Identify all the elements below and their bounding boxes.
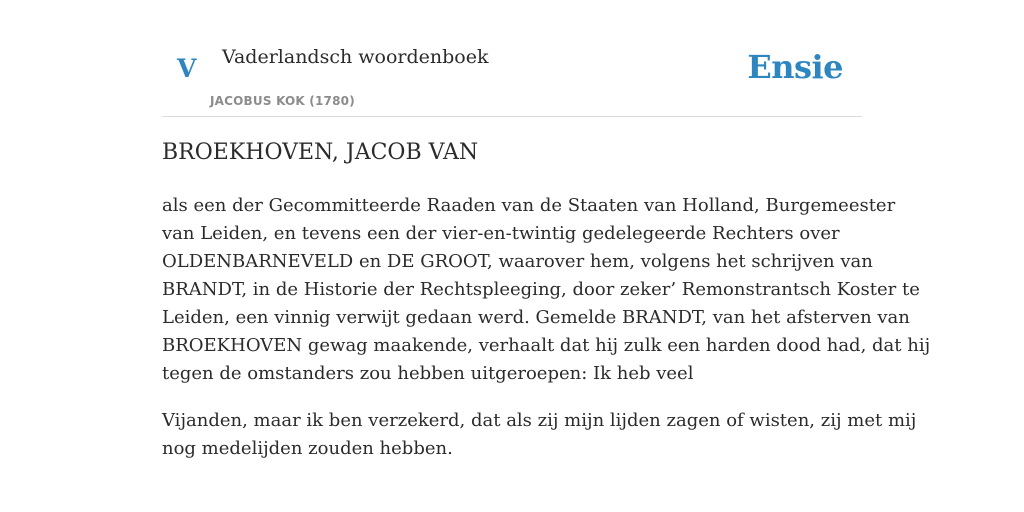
text-line: Leiden, een vinnig verwijt gedaan werd. Gemelde BRANDT, van het afsterven van bbox=[162, 307, 910, 328]
text-line: als een der Gecommitteerde Raaden van de Staaten van Holland, Burgemeester bbox=[162, 195, 896, 216]
text-line: Vijanden, maar ik ben verzekerd, dat als zij mijn lijden zagen of wisten, zij met mij bbox=[162, 410, 917, 431]
ensie-logo-link[interactable]: Ensie bbox=[747, 48, 843, 86]
text-line: tegen de omstanders zou hebben uitgeroepen: Ik heb veel bbox=[162, 363, 694, 384]
text-line: van Leiden, en tevens een der vier-en-twintig gedelegeerde Rechters over bbox=[162, 223, 840, 244]
book-title-link[interactable]: Vaderlandsch woordenboek bbox=[222, 46, 489, 68]
text-line: BRANDT, in de Historie der Rechtspleeging, door zeker’ Remonstrantsch Koster te bbox=[162, 279, 920, 300]
page-header bbox=[162, 0, 862, 117]
text-line: OLDENBARNEVELD en DE GROOT, waarover hem, volgens het schrijven van bbox=[162, 251, 873, 272]
entry-paragraph-2 bbox=[162, 407, 917, 463]
entry-paragraph-1 bbox=[162, 192, 931, 388]
text-line: nog medelijden zouden hebben. bbox=[162, 438, 453, 459]
letter-index-link[interactable]: V bbox=[177, 54, 197, 83]
text-line: BROEKHOVEN gewag maakende, verhaalt dat hij zulk een harden dood had, dat hij bbox=[162, 335, 931, 356]
book-author: JACOBUS KOK (1780) bbox=[210, 94, 355, 108]
entry-title: BROEKHOVEN, JACOB VAN bbox=[162, 140, 479, 165]
entry-body bbox=[162, 192, 931, 482]
